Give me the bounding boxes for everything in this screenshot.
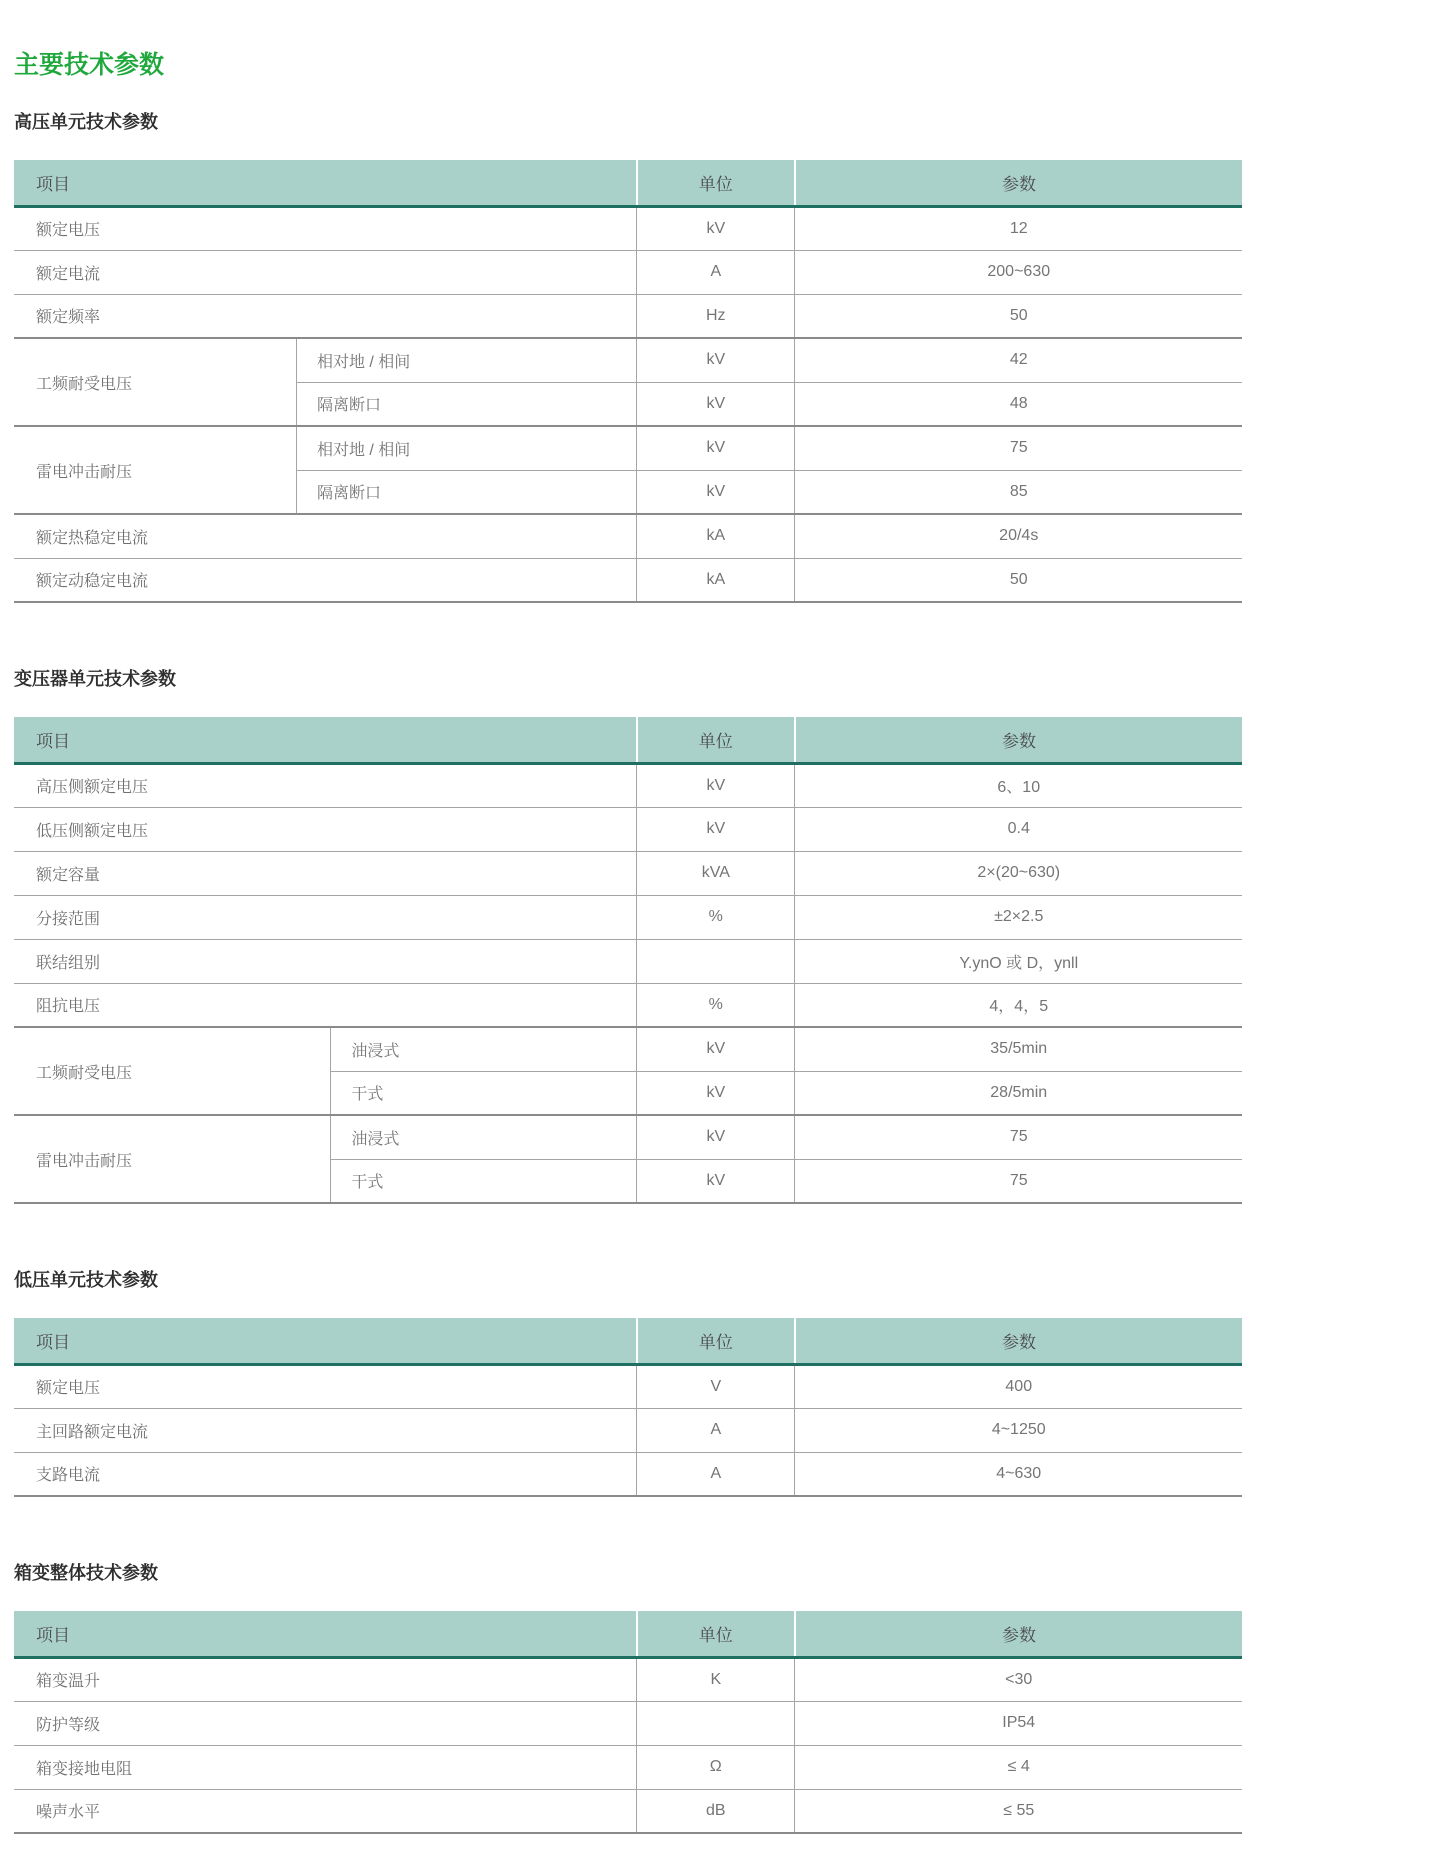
- unit-cell: kA: [637, 514, 795, 558]
- unit-cell: [637, 939, 795, 983]
- value-cell: 42: [795, 338, 1242, 382]
- table-row: [14, 1408, 1242, 1452]
- unit-cell: %: [637, 895, 795, 939]
- item-cell: 低压侧额定电压: [14, 807, 637, 851]
- value-cell: 0.4: [795, 807, 1242, 851]
- sections-container: [14, 110, 1242, 1834]
- unit-cell: K: [637, 1657, 795, 1701]
- table-row: [14, 558, 1242, 602]
- page: [14, 0, 1242, 1834]
- header-cell-unit: 单位: [637, 160, 795, 206]
- item-cell: 分接范围: [14, 895, 637, 939]
- item-cell: 工频耐受电压: [14, 1027, 331, 1115]
- value-cell: ±2×2.5: [795, 895, 1242, 939]
- value-cell: 4~1250: [795, 1408, 1242, 1452]
- parameters-table: [14, 717, 1242, 1204]
- value-cell: 48: [795, 382, 1242, 426]
- section-subtitle: 低压单元技术参数: [14, 1270, 158, 1290]
- parameter-section: [14, 1561, 1242, 1834]
- unit-cell: kV: [637, 338, 795, 382]
- value-cell: 400: [795, 1364, 1242, 1408]
- value-cell: 20/4s: [795, 514, 1242, 558]
- unit-cell: A: [637, 1452, 795, 1496]
- item-cell: 高压侧额定电压: [14, 763, 637, 807]
- sub-item-cell: 隔离断口: [296, 470, 636, 514]
- sub-item-cell: 相对地 / 相间: [296, 426, 636, 470]
- unit-cell: kV: [637, 763, 795, 807]
- table-row: [14, 807, 1242, 851]
- table-row: [14, 983, 1242, 1027]
- table-row: [14, 1745, 1242, 1789]
- unit-cell: %: [637, 983, 795, 1027]
- table-row: [14, 1657, 1242, 1701]
- value-cell: ≤ 55: [795, 1789, 1242, 1833]
- item-cell: 额定电压: [14, 206, 637, 250]
- value-cell: 4，4，5: [795, 983, 1242, 1027]
- item-cell: 额定动稳定电流: [14, 558, 637, 602]
- unit-cell: kV: [637, 206, 795, 250]
- unit-cell: Hz: [637, 294, 795, 338]
- sub-item-cell: 干式: [331, 1159, 637, 1203]
- item-cell: 额定容量: [14, 851, 637, 895]
- table-row: [14, 1701, 1242, 1745]
- unit-cell: A: [637, 250, 795, 294]
- unit-cell: kVA: [637, 851, 795, 895]
- value-cell: 12: [795, 206, 1242, 250]
- page-title: 主要技术参数: [14, 51, 165, 79]
- sub-item-cell: 油浸式: [331, 1027, 637, 1071]
- unit-cell: kV: [637, 426, 795, 470]
- item-cell: 箱变温升: [14, 1657, 637, 1701]
- value-cell: IP54: [795, 1701, 1242, 1745]
- item-cell: 额定热稳定电流: [14, 514, 637, 558]
- table-row: [14, 1452, 1242, 1496]
- value-cell: 4~630: [795, 1452, 1242, 1496]
- parameters-table: [14, 1611, 1242, 1834]
- sub-item-cell: 干式: [331, 1071, 637, 1115]
- table-row: [14, 1364, 1242, 1408]
- value-cell: ≤ 4: [795, 1745, 1242, 1789]
- header-cell-unit: 单位: [637, 1318, 795, 1364]
- header-cell-unit: 单位: [637, 717, 795, 763]
- table-row: [14, 338, 1242, 382]
- unit-cell: dB: [637, 1789, 795, 1833]
- value-cell: 75: [795, 426, 1242, 470]
- unit-cell: A: [637, 1408, 795, 1452]
- item-cell: 雷电冲击耐压: [14, 426, 296, 514]
- item-cell: 阻抗电压: [14, 983, 637, 1027]
- unit-cell: kV: [637, 382, 795, 426]
- item-cell: 工频耐受电压: [14, 338, 296, 426]
- unit-cell: kV: [637, 1071, 795, 1115]
- section-subtitle: 变压器单元技术参数: [14, 669, 176, 689]
- unit-cell: kA: [637, 558, 795, 602]
- header-cell-param: 参数: [795, 160, 1242, 206]
- item-cell: 主回路额定电流: [14, 1408, 637, 1452]
- item-cell: 雷电冲击耐压: [14, 1115, 331, 1203]
- table-row: [14, 1027, 1242, 1071]
- table-header-row: [14, 1318, 1242, 1364]
- table-row: [14, 939, 1242, 983]
- table-row: [14, 1115, 1242, 1159]
- section-subtitle: 高压单元技术参数: [14, 112, 158, 132]
- sub-item-cell: 隔离断口: [296, 382, 636, 426]
- value-cell: 75: [795, 1159, 1242, 1203]
- parameters-table: [14, 160, 1242, 603]
- item-cell: 防护等级: [14, 1701, 637, 1745]
- table-header-row: [14, 160, 1242, 206]
- unit-cell: Ω: [637, 1745, 795, 1789]
- table-row: [14, 514, 1242, 558]
- table-header-row: [14, 717, 1242, 763]
- header-cell-item: 项目: [14, 717, 637, 763]
- item-cell: 箱变接地电阻: [14, 1745, 637, 1789]
- unit-cell: [637, 1701, 795, 1745]
- value-cell: Y.ynO 或 D，ynll: [795, 939, 1242, 983]
- parameter-section: [14, 1268, 1242, 1497]
- header-cell-unit: 单位: [637, 1611, 795, 1657]
- value-cell: 200~630: [795, 250, 1242, 294]
- item-cell: 噪声水平: [14, 1789, 637, 1833]
- table-row: [14, 895, 1242, 939]
- table-row: [14, 763, 1242, 807]
- header-cell-item: 项目: [14, 1318, 637, 1364]
- value-cell: 85: [795, 470, 1242, 514]
- item-cell: 额定电压: [14, 1364, 637, 1408]
- parameters-table: [14, 1318, 1242, 1497]
- unit-cell: kV: [637, 1115, 795, 1159]
- unit-cell: V: [637, 1364, 795, 1408]
- value-cell: 50: [795, 558, 1242, 602]
- value-cell: 2×(20~630): [795, 851, 1242, 895]
- item-cell: 支路电流: [14, 1452, 637, 1496]
- value-cell: 75: [795, 1115, 1242, 1159]
- item-cell: 联结组别: [14, 939, 637, 983]
- sub-item-cell: 相对地 / 相间: [296, 338, 636, 382]
- header-cell-param: 参数: [795, 717, 1242, 763]
- table-row: [14, 250, 1242, 294]
- value-cell: 28/5min: [795, 1071, 1242, 1115]
- value-cell: <30: [795, 1657, 1242, 1701]
- section-subtitle: 箱变整体技术参数: [14, 1563, 158, 1583]
- unit-cell: kV: [637, 1027, 795, 1071]
- header-cell-item: 项目: [14, 1611, 637, 1657]
- parameter-section: [14, 110, 1242, 603]
- header-cell-item: 项目: [14, 160, 637, 206]
- table-row: [14, 294, 1242, 338]
- table-row: [14, 426, 1242, 470]
- value-cell: 6、10: [795, 763, 1242, 807]
- item-cell: 额定电流: [14, 250, 637, 294]
- sub-item-cell: 油浸式: [331, 1115, 637, 1159]
- unit-cell: kV: [637, 807, 795, 851]
- table-row: [14, 1789, 1242, 1833]
- unit-cell: kV: [637, 1159, 795, 1203]
- header-cell-param: 参数: [795, 1318, 1242, 1364]
- unit-cell: kV: [637, 470, 795, 514]
- parameter-section: [14, 667, 1242, 1204]
- table-row: [14, 851, 1242, 895]
- value-cell: 50: [795, 294, 1242, 338]
- table-row: [14, 206, 1242, 250]
- table-header-row: [14, 1611, 1242, 1657]
- value-cell: 35/5min: [795, 1027, 1242, 1071]
- item-cell: 额定频率: [14, 294, 637, 338]
- header-cell-param: 参数: [795, 1611, 1242, 1657]
